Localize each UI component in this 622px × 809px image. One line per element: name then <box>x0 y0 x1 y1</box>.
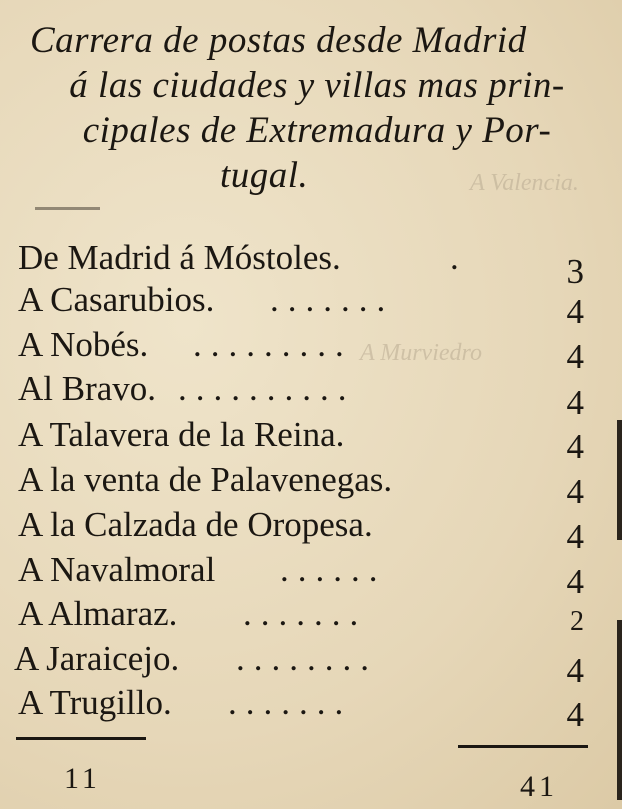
list-item <box>18 460 608 511</box>
postas-count: 4 <box>566 651 584 690</box>
postas-count: 4 <box>566 695 584 734</box>
place-name: De Madrid á Móstoles. <box>18 238 341 277</box>
list-item <box>18 238 608 291</box>
bottom-rule-right <box>458 745 588 748</box>
leader-dots: ...... <box>280 550 387 589</box>
place-name: A Trugillo. <box>18 683 172 722</box>
leader-dots: .......... <box>178 369 356 408</box>
place-name: A Jaraicejo. <box>14 639 180 678</box>
title-line-1: Carrera de postas desde Madrid <box>30 20 527 61</box>
postas-count: 3 <box>566 252 584 291</box>
bottom-rule-left <box>16 737 146 740</box>
place-name: A la Calzada de Oropesa. <box>18 505 373 544</box>
footer-left-count: 11 <box>64 762 101 795</box>
title-separator <box>35 207 100 210</box>
page-title <box>22 18 612 198</box>
place-name: A la venta de Palavenegas. <box>18 460 393 499</box>
title-line-3: cipales de Extremadura y Por- <box>82 110 552 151</box>
page-edge-mark-lower <box>617 620 622 800</box>
title-line-2: á las ciudades y villas mas prin- <box>69 65 565 106</box>
footer-total: 41 <box>520 770 558 803</box>
leader-dots: ....... <box>243 594 368 633</box>
leader-dots: ....... <box>228 683 353 722</box>
postas-count: 4 <box>566 427 584 466</box>
leader-dots: ........ <box>236 639 378 678</box>
place-name: A Nobés. <box>18 325 149 364</box>
list-item <box>18 683 608 734</box>
list-item <box>18 325 608 376</box>
leader-dots: ......... <box>193 325 353 364</box>
show-through-text-1: A Valencia. <box>470 170 579 196</box>
place-name: A Almaraz. <box>18 594 178 633</box>
place-name: A Talavera de la Reina. <box>18 415 345 454</box>
place-name: A Casarubios. <box>18 280 215 319</box>
place-name: Al Bravo. <box>18 369 157 408</box>
list-item <box>18 550 608 601</box>
postas-count: 4 <box>566 292 584 331</box>
postas-count: 4 <box>566 337 584 376</box>
title-line-4: tugal. <box>220 155 309 196</box>
postas-count: 4 <box>566 383 584 422</box>
list-item <box>14 639 604 690</box>
list-item <box>18 280 608 331</box>
list-item <box>18 415 608 466</box>
list-item <box>18 505 608 556</box>
postas-count: 2 <box>570 606 584 637</box>
postas-count: 4 <box>566 562 584 601</box>
postas-count: 4 <box>566 517 584 556</box>
leader-dots: ....... <box>270 280 395 319</box>
leader-dots: . <box>450 238 468 277</box>
postas-count: 4 <box>566 472 584 511</box>
list-item <box>18 594 608 637</box>
list-item <box>18 369 608 422</box>
page-edge-mark <box>617 420 622 540</box>
place-name: A Navalmoral <box>18 550 216 589</box>
show-through-text-2: A Murviedro <box>360 340 482 366</box>
